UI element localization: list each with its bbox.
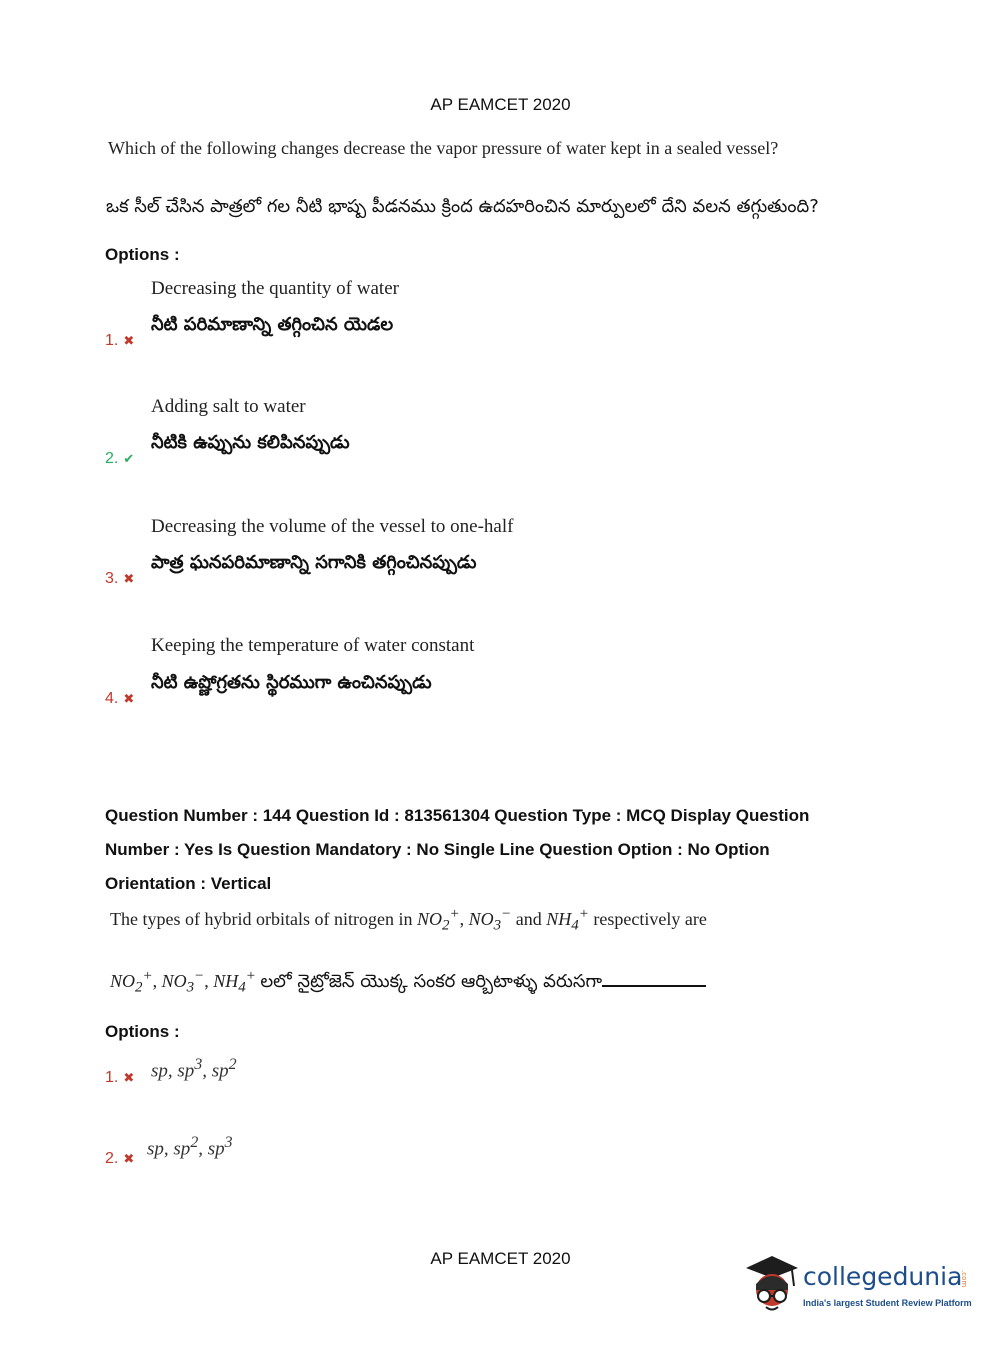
- question-metadata: [105, 799, 865, 901]
- metadata-line-3: Orientation : Vertical: [105, 874, 272, 893]
- species-nh4: $NH_4^+$: [546, 906, 589, 934]
- logo-tagline: India's largest Student Review Platform: [803, 1298, 972, 1308]
- cross-icon: ✖: [123, 1070, 135, 1085]
- q1-option-4-telugu: నీటి ఉష్ణోగ్రతను స్థిరముగా ఉంచినప్పుడు: [151, 672, 432, 693]
- collegedunia-mascot-icon: [742, 1250, 800, 1316]
- q1-option-1-telugu: నీటి పరిమాణాన్ని తగ్గించిన యెడల: [151, 314, 394, 335]
- page-header: AP EAMCET 2020: [430, 95, 571, 114]
- logo-suffix: .com: [960, 1270, 968, 1288]
- question-2-telugu: $NO_2^+$, $NO_3^-$, $NH_4^+$ లలో నైట్రోజెన్ యొక్క సంకర ఆర్బిటాళ్ళు వరుసగా: [110, 968, 706, 997]
- q1-option-2-telugu: నీటికి ఉప్పును కలిపినప్పుడు: [151, 432, 350, 453]
- question-1-english: Which of the following changes decrease the vapor pressure of water kept in a sealed vessel?: [108, 138, 779, 158]
- q1-option-3-english: Decreasing the volume of the vessel to one-half: [151, 516, 514, 537]
- cross-icon: ✖: [123, 691, 135, 706]
- question-1-telugu: ఒక సీల్ చేసిన పాత్రలో గల నీటి భాష్ప పీడనము క్రింద ఉదహరించిన మార్పులలో దేని వలన తగ్గుతుంది?: [106, 196, 819, 217]
- cross-icon: ✖: [123, 1151, 135, 1166]
- q1-option-4-number: 4. ✖: [105, 690, 135, 707]
- species-no3: $NO_3^-$: [468, 906, 512, 934]
- q1-option-1-english: Decreasing the quantity of water: [151, 278, 399, 299]
- question-2-english: The types of hybrid orbitals of nitrogen in $NO_2^+$, $NO_3^-$ and $NH_4^+$ respectively are: [110, 906, 707, 934]
- q1-option-3-number: 3. ✖: [105, 570, 135, 587]
- q2-option-2-number: 2. ✖: [105, 1150, 135, 1167]
- logo-wordmark: collegedunia: [803, 1262, 963, 1291]
- q2-option-1-number: 1. ✖: [105, 1069, 135, 1086]
- cross-icon: ✖: [123, 333, 135, 348]
- q1-option-2-english: Adding salt to water: [151, 396, 306, 417]
- q2-option-1-answer: sp, $sp^3$, $sp^2$: [151, 1056, 237, 1082]
- q1-option-2-number: 2. ✔: [105, 450, 135, 467]
- metadata-line-2: Number : Yes Is Question Mandatory : No Single Line Question Option : No Option: [105, 840, 770, 859]
- page-footer: AP EAMCET 2020: [430, 1249, 571, 1268]
- q1-option-3-telugu: పాత్ర ఘనపరిమాణాన్ని సగానికి తగ్గించినప్పుడు: [151, 552, 477, 573]
- options-label-2: Options :: [105, 1022, 180, 1041]
- metadata-line-1: Question Number : 144 Question Id : 813561304 Question Type : MCQ Display Question: [105, 806, 810, 825]
- q1-option-1-number: 1. ✖: [105, 332, 135, 349]
- cross-icon: ✖: [123, 571, 135, 586]
- check-icon: ✔: [123, 451, 135, 466]
- options-label-1: Options :: [105, 245, 180, 264]
- answer-blank: [602, 971, 706, 987]
- species-no2: $NO_2^+$: [416, 906, 460, 934]
- q1-option-4-english: Keeping the temperature of water constant: [151, 635, 475, 656]
- q2-option-2-answer: sp, $sp^2$, $sp^3$: [147, 1134, 233, 1160]
